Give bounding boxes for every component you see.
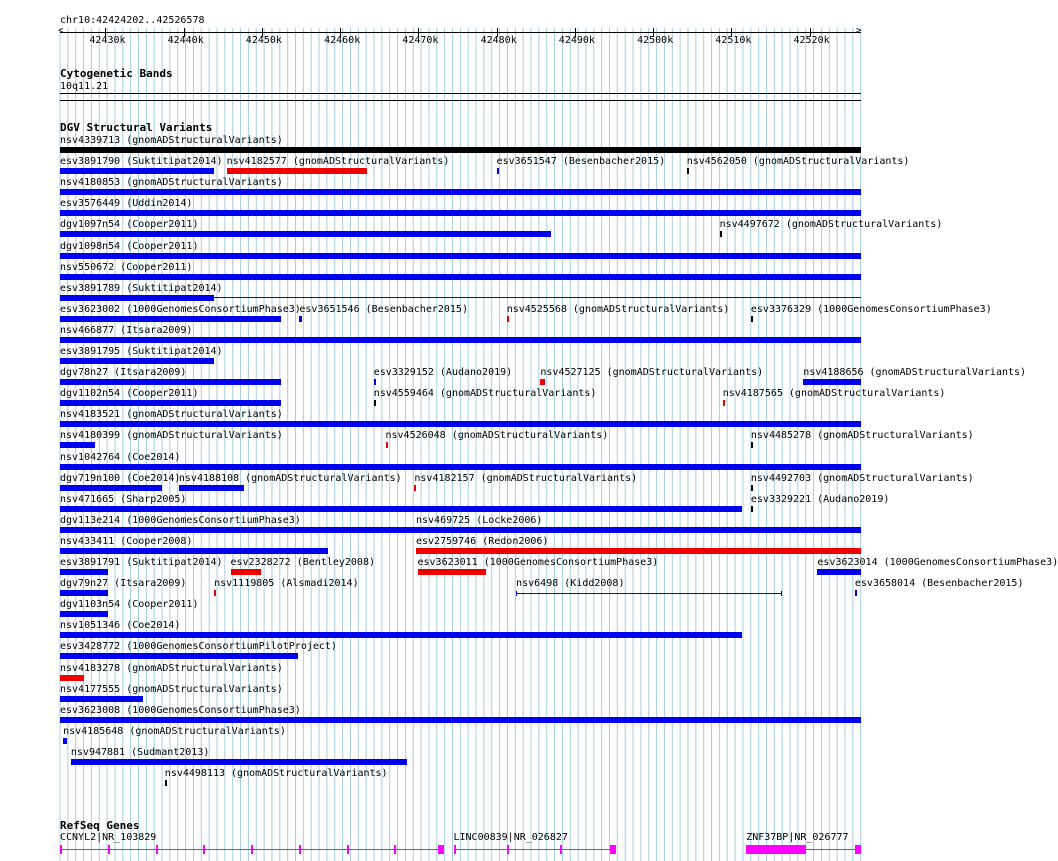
variant-bar[interactable] — [227, 168, 367, 174]
variant-bar[interactable] — [60, 611, 108, 617]
gene-label[interactable]: LINC00839|NR_026827 — [453, 832, 568, 843]
gene-exon — [560, 845, 562, 854]
variant-label[interactable]: esv3891791 (Suktitipat2014) — [60, 557, 223, 568]
variant-label[interactable]: nsv4188656 (gnomADStructuralVariants) — [803, 367, 1027, 379]
gene-exon — [108, 845, 110, 854]
variant-bar[interactable] — [60, 632, 742, 638]
gene-label[interactable]: ZNF37BP|NR_026777 — [746, 832, 849, 843]
variant-bar[interactable] — [60, 569, 108, 575]
variant-label[interactable]: esv3329221 (Audano2019) — [750, 493, 890, 505]
variant-bar[interactable] — [60, 717, 861, 723]
variant-bar[interactable] — [386, 442, 388, 448]
variant-label[interactable]: nsv947881 (Sudmant2013) — [70, 746, 210, 758]
ruler-tick-label: 42460k — [324, 35, 361, 46]
variant-bar[interactable] — [414, 485, 416, 491]
variant-label[interactable]: nsv4525568 (gnomADStructuralVariants) — [506, 303, 730, 315]
variant-label[interactable]: esv3651546 (Besenbacher2015) — [299, 303, 468, 315]
variant-label[interactable]: dgv719n100 (Coe2014) — [60, 472, 181, 484]
variant-bar[interactable] — [179, 485, 244, 491]
variant-bar[interactable] — [60, 231, 551, 237]
variant-label[interactable]: dgv113e214 (1000GenomesConsortiumPhase3) — [60, 514, 301, 526]
variant-bar[interactable] — [855, 590, 857, 596]
variant-label[interactable]: nsv469725 (Locke2006) — [416, 514, 543, 526]
dgv-track-title[interactable]: DGV Structural Variants — [60, 121, 213, 134]
gene-exon — [60, 845, 62, 854]
variant-bar[interactable] — [60, 548, 328, 554]
variant-bar[interactable] — [540, 379, 545, 385]
gene-exon — [610, 845, 616, 854]
variant-bar[interactable] — [60, 316, 281, 322]
variant-bar[interactable] — [416, 527, 861, 533]
gene-exon — [347, 845, 349, 854]
variant-bar[interactable] — [516, 591, 782, 596]
refseq-track-title[interactable]: RefSeq Genes — [60, 819, 140, 832]
variant-label[interactable]: esv2759746 (Redon2006) — [416, 535, 549, 547]
ruler-arrow-right: > — [856, 26, 862, 36]
variant-bar[interactable] — [60, 696, 143, 702]
variant-label[interactable]: esv3576449 (Uddin2014) — [60, 198, 193, 210]
variant-bar[interactable] — [374, 379, 376, 385]
variant-bar[interactable] — [751, 485, 753, 491]
variant-label[interactable]: esv3623008 (1000GenomesConsortiumPhase3) — [60, 704, 301, 716]
variant-label[interactable]: nsv4339713 (gnomADStructuralVariants) — [60, 135, 283, 146]
ruler-tick-label: 42440k — [167, 35, 204, 46]
variant-extension-line — [214, 297, 861, 298]
variant-label[interactable]: nsv4183278 (gnomADStructuralVariants) — [60, 662, 283, 674]
gene-exon — [746, 845, 806, 854]
variant-bar[interactable] — [497, 168, 499, 174]
variant-bar[interactable] — [416, 548, 861, 554]
variant-label[interactable]: nsv433411 (Cooper2008) — [60, 535, 193, 547]
ruler-tick-label: 42430k — [89, 35, 126, 46]
variant-bar[interactable] — [751, 442, 753, 448]
gene-exon — [203, 845, 205, 854]
variant-label[interactable]: nsv4497672 (gnomADStructuralVariants) — [719, 219, 943, 231]
variant-label[interactable]: esv3623011 (1000GenomesConsortiumPhase3) — [417, 557, 659, 568]
cytoband-line — [60, 93, 861, 94]
variant-label[interactable]: nsv1119805 (Alsmadi2014) — [214, 578, 359, 590]
variant-bar[interactable] — [60, 295, 214, 301]
ruler[interactable] — [0, 26, 890, 48]
cytoband-line-lower — [60, 100, 861, 101]
gene-exon — [454, 845, 456, 854]
variant-label[interactable]: nsv4182157 (gnomADStructuralVariants) — [414, 472, 638, 484]
variant-bar[interactable] — [60, 358, 214, 364]
variant-bar[interactable] — [751, 506, 753, 512]
variant-label[interactable]: esv3329152 (Audano2019) — [373, 367, 513, 379]
variant-label[interactable]: nsv4177555 (gnomADStructuralVariants) — [60, 683, 283, 695]
variant-bar[interactable] — [60, 379, 281, 385]
variant-bar[interactable] — [817, 569, 861, 575]
variant-label[interactable]: nsv1051346 (Coe2014) — [60, 620, 181, 632]
ruler-tick-label: 42480k — [480, 35, 517, 46]
variant-bar[interactable] — [374, 400, 376, 406]
variant-label[interactable]: dgv79n27 (Itsara2009) — [60, 578, 187, 590]
gene-label[interactable]: CCNYL2|NR_103829 — [60, 832, 157, 843]
variant-label[interactable]: esv3658014 (Besenbacher2015) — [854, 578, 1024, 590]
variant-label[interactable]: nsv4180399 (gnomADStructuralVariants) — [60, 430, 283, 442]
variant-bar[interactable] — [60, 274, 861, 280]
variant-label[interactable]: nsv1042764 (Coe2014) — [60, 451, 181, 463]
variant-bar[interactable] — [60, 147, 861, 153]
variant-bar[interactable] — [60, 168, 214, 174]
variant-bar[interactable] — [165, 780, 167, 786]
variant-label[interactable]: nsv4188108 (gnomADStructuralVariants) — [178, 472, 402, 484]
variant-bar[interactable] — [60, 464, 861, 470]
variant-label[interactable]: esv3891789 (Suktitipat2014) — [60, 282, 223, 294]
variant-label[interactable]: esv3623002 (1000GenomesConsortiumPhase3) — [60, 303, 301, 315]
variant-bar[interactable] — [60, 442, 95, 448]
ruler-tick-label: 42500k — [637, 35, 674, 46]
variant-label[interactable]: nsv4526048 (gnomADStructuralVariants) — [385, 430, 609, 442]
variant-label[interactable]: nsv4185648 (gnomADStructuralVariants) — [63, 725, 286, 737]
variant-label[interactable]: dgv1097n54 (Cooper2011) — [60, 219, 199, 231]
variant-label[interactable]: esv3623014 (1000GenomesConsortiumPhase3) — [817, 557, 1058, 568]
variant-label[interactable]: nsv4498113 (gnomADStructuralVariants) — [164, 768, 388, 779]
gene-exon — [156, 845, 158, 854]
ruler-tick-label: 42520k — [793, 35, 830, 46]
variant-label[interactable]: esv3651547 (Besenbacher2015) — [496, 156, 666, 168]
variant-bar[interactable] — [231, 569, 262, 575]
ruler-axis — [60, 32, 861, 33]
variant-label[interactable]: nsv4182577 (gnomADStructuralVariants) — [226, 156, 450, 168]
variant-label[interactable]: esv3376329 (1000GenomesConsortiumPhase3) — [750, 303, 992, 315]
variant-label[interactable]: nsv4559464 (gnomADStructuralVariants) — [373, 388, 597, 400]
gene-exon — [855, 845, 861, 854]
variant-bar[interactable] — [803, 379, 861, 385]
variant-bar[interactable] — [60, 590, 108, 596]
variant-bar[interactable] — [60, 210, 861, 216]
variant-label[interactable]: esv2328272 (Bentley2008) — [230, 557, 375, 568]
ruler-arrow-left: < — [58, 26, 64, 36]
variant-bar[interactable] — [723, 400, 725, 406]
variant-bar[interactable] — [60, 253, 861, 259]
variant-label[interactable]: nsv4180853 (gnomADStructuralVariants) — [60, 177, 283, 189]
variant-label[interactable]: nsv4527125 (gnomADStructuralVariants) — [540, 367, 764, 379]
gene-exon — [394, 845, 396, 854]
ruler-tick-label: 42470k — [402, 35, 439, 46]
ruler-tick-label: 42510k — [715, 35, 752, 46]
variant-label[interactable]: esv3428772 (1000GenomesConsortiumPilotProject) — [60, 641, 337, 653]
cytoband-track-title[interactable]: Cytogenetic Bands — [60, 67, 173, 80]
cytoband-label: 10q11.21 — [60, 81, 109, 92]
ruler-tick-label: 42450k — [245, 35, 282, 46]
variant-label[interactable]: dgv1098n54 (Cooper2011) — [60, 240, 199, 252]
variant-bar[interactable] — [720, 231, 722, 237]
variant-bar[interactable] — [687, 168, 689, 174]
gene-exon — [251, 845, 253, 854]
ruler-tick-label: 42490k — [558, 35, 595, 46]
variant-label[interactable]: nsv4183521 (gnomADStructuralVariants) — [60, 409, 283, 421]
variant-label[interactable]: dgv1102n54 (Cooper2011) — [60, 388, 199, 400]
variant-label[interactable]: dgv1103n54 (Cooper2011) — [60, 599, 199, 611]
variant-bar[interactable] — [63, 738, 67, 744]
variant-bar[interactable] — [60, 527, 416, 533]
variant-label[interactable]: nsv4485278 (gnomADStructuralVariants) — [750, 430, 974, 442]
gene-exon — [299, 845, 301, 854]
variant-bar[interactable] — [60, 400, 281, 406]
variant-label[interactable]: esv3891795 (Suktitipat2014) — [60, 346, 223, 357]
variant-label[interactable]: nsv4492703 (gnomADStructuralVariants) — [750, 472, 974, 484]
variant-bar[interactable] — [507, 316, 509, 322]
variant-bar[interactable] — [418, 569, 486, 575]
variant-bar[interactable] — [60, 421, 861, 427]
locus-label: chr10:42424202..42526578 — [60, 15, 205, 26]
variant-label[interactable]: nsv6498 (Kidd2008) — [516, 578, 625, 590]
variant-bar[interactable] — [60, 653, 298, 659]
variant-label[interactable]: nsv550672 (Cooper2011) — [60, 261, 193, 273]
variant-label[interactable]: dgv78n27 (Itsara2009) — [60, 367, 187, 379]
variant-label[interactable]: nsv466877 (Itsara2009) — [60, 324, 193, 336]
variant-label[interactable]: nsv4562050 (gnomADStructuralVariants) — [686, 156, 910, 168]
variant-label[interactable]: esv3891790 (Suktitipat2014) — [60, 156, 223, 168]
variant-bar[interactable] — [60, 675, 84, 681]
variant-bar[interactable] — [751, 316, 753, 322]
variant-bar[interactable] — [60, 506, 742, 512]
variant-bar[interactable] — [71, 759, 407, 765]
variant-bar[interactable] — [60, 485, 162, 491]
variant-label[interactable]: nsv471665 (Sharp2005) — [60, 493, 187, 505]
variant-bar[interactable] — [299, 316, 301, 322]
variant-bar[interactable] — [60, 337, 861, 343]
gene-exon — [438, 845, 444, 854]
variant-label[interactable]: nsv4187565 (gnomADStructuralVariants) — [722, 388, 946, 400]
variant-bar[interactable] — [60, 189, 861, 195]
variant-bar[interactable] — [214, 590, 216, 596]
gene-intron-line[interactable] — [454, 849, 616, 850]
gene-exon — [507, 845, 509, 854]
